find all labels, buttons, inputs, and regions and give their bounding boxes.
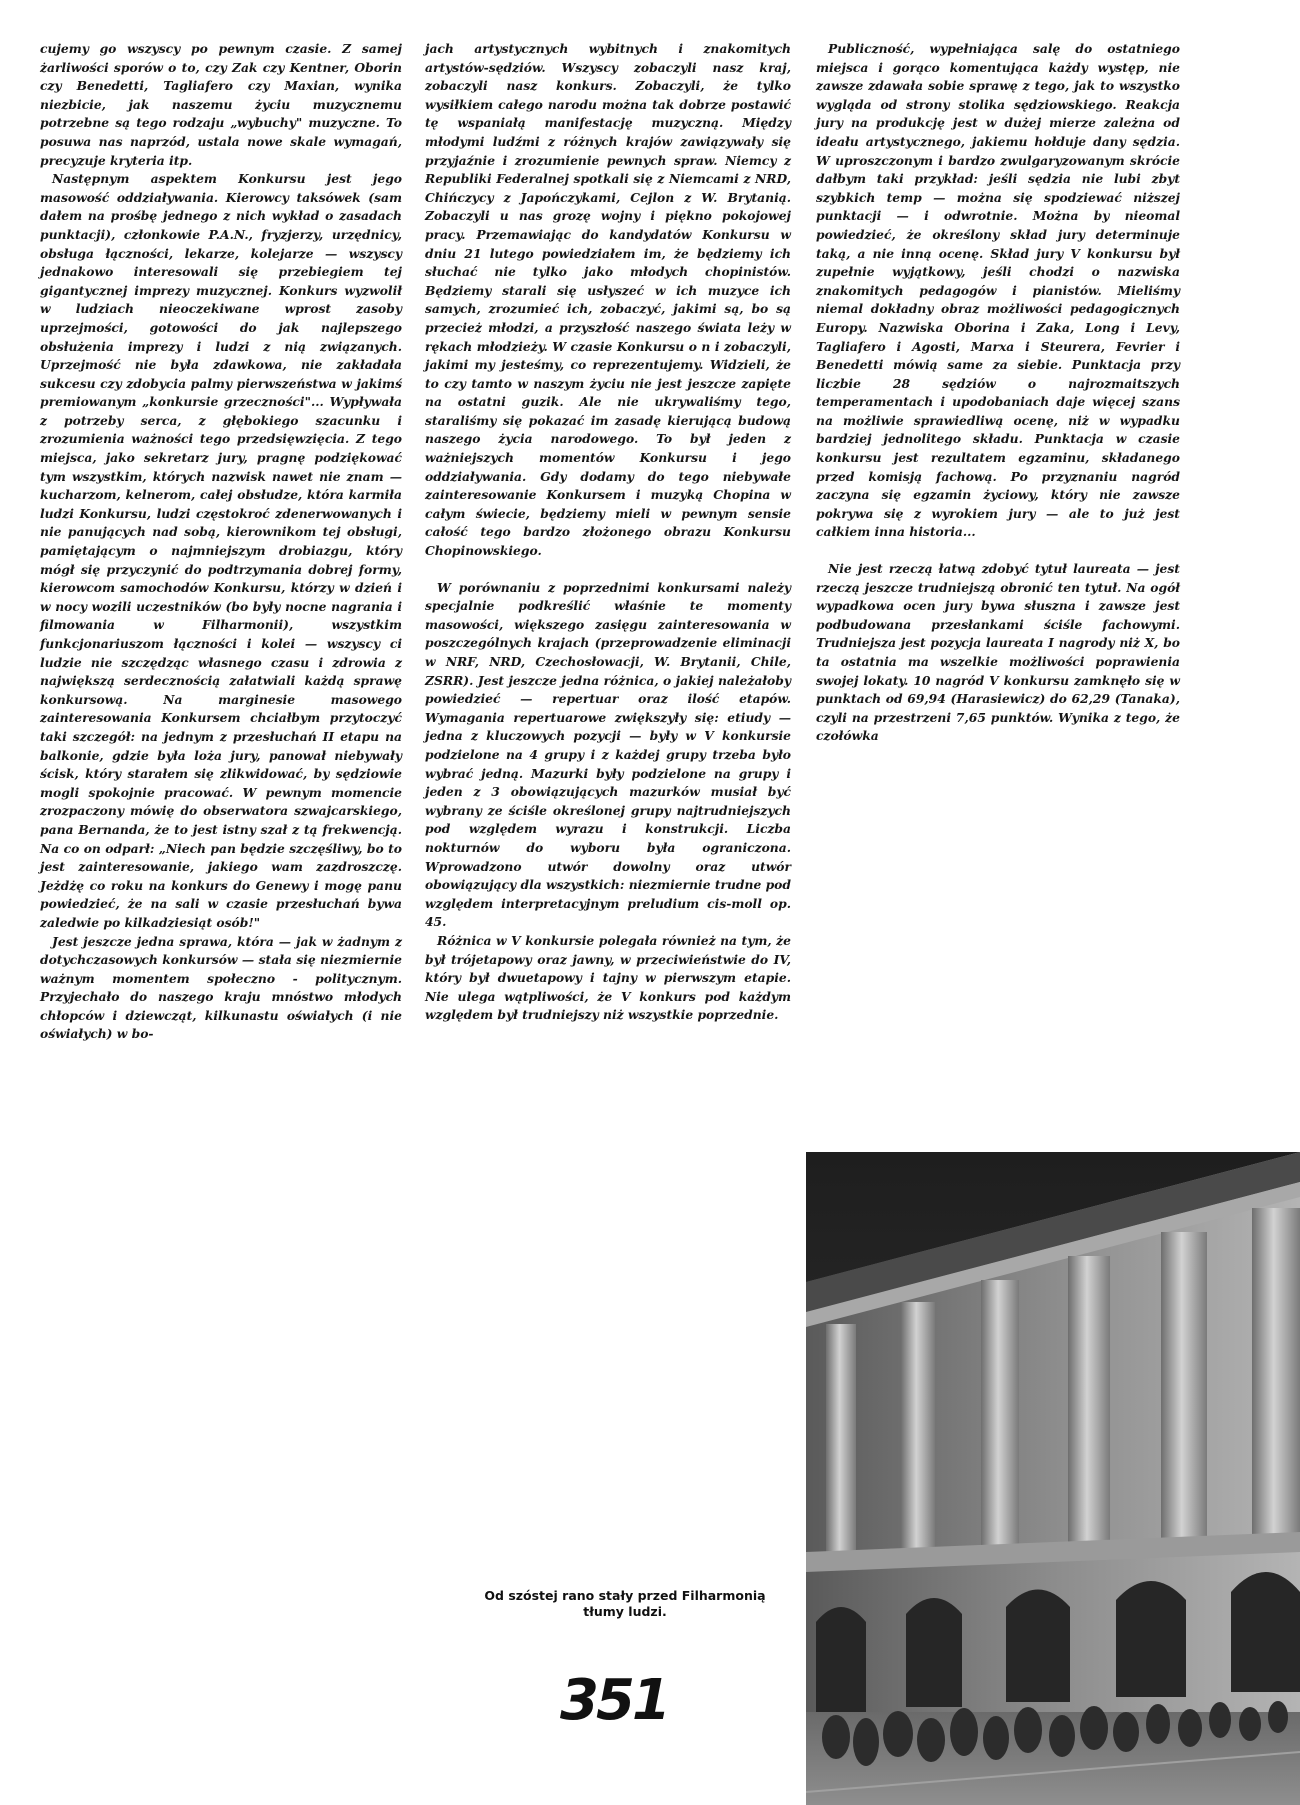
photo-illustration (806, 1152, 1300, 1805)
paragraph: Nie jest rzeczą łatwą zdobyć tytuł laureata — jest rzeczą jeszcze trudniejszą obronić ten tytuł. Na ogół wypadkowa ocen jury bywa słuszna i zawsze jest podbudowana przesłankami ściśle fachowymi. Trudniejsza jest pozycja laureata I nagrody niż X, bo ta ostatnia ma wszelkie możliwości poprawienia swojej lokaty. 10 nagród V konkursu zamknęło się w punktach od 69,94 (Harasiewicz) do 62,29 (Tanaka), czyli na przestrzeni 7,65 punktów. Wynika z tego, że czołówka (816, 561, 1180, 744)
paragraph: Następnym aspektem Konkursu jest jego masowość oddziaływania. Kierowcy taksówek (sam dałem na prośbę jednego z nich wykład o zasadach punktacji), członkowie P.A.N., fryzjerzy, urzędnicy, obsługa łączności, lekarze, kolejarze — wszyscy jednakowo interesowali się przebiegiem tej gigantycznej imprezy muzycznej. Konkurs wyzwolił w ludziach nieoczekiwane wprost zasoby uprzejmości, gotowości do jak najlepszego obsłużenia imprezy i ludzi z nią związanych. Uprzejmość nie była zdawkowa, nie zakładała sukcesu czy zdobycia palmy pierwszeństwa w jakimś premiowanym „konkursie grzeczności"... Wypływała z potrzeby serca, z głębokiego szacunku i zrozumienia ważności tego przedsięwzięcia. Z tego miejsca, jako sekretarz jury, pragnę podziękować tym wszystkim, których nazwisk nawet nie znam — kucharzom, kelnerom, całej obsłudze, która karmiła ludzi Konkursu, ludzi częstokroć zdenerwowanych i nie panujących nad sobą, kierownikom tej obsługi, pamiętającym o najmniejszym drobiazgu, który mógł się przyczynić do podtrzymania dobrej formy, kierowcom samochodów Konkursu, którzy w dzień i w nocy wozili uczestników (bo były nocne nagrania i filmowania w Filharmonii), wszystkim funkcjonariuszom łączności i kolei — wszyscy ci ludzie nie szczędząc własnego czasu i zdrowia z największą serdecznością załatwiali każdą sprawę konkursową. Na marginesie masowego zainteresowania Konkursem chciałbym przytoczyć taki szczegół: na jednym z przesłuchań II etapu na balkonie, gdzie była loża jury, panował niebywały ścisk, który starałem się zlikwidować, by sędziowie mogli spokojnie pracować. W pewnym momencie zrozpaczony mówię do obserwatora szwajcarskiego, pana Bernanda, że to jest istny szał z tą frekwencją. Na co on odparł: „Niech pan będzie szczęśliwy, bo to jest zainteresowanie, jakiego wam zazdroszczę. Jeżdżę co roku na konkurs do Genewy i mogę panu powiedzieć, że na sali w czasie przesłuchań bywa zaledwie po kilkadziesiąt osób!" (40, 171, 402, 930)
philharmonic-building-photo (806, 1152, 1300, 1805)
text-column-right (816, 40, 1180, 746)
text-column-middle (425, 40, 791, 1025)
paragraph: Różnica w V konkursie polegała również na tym, że był trójetapowy oraz jawny, w przeciwieństwie do IV, który był dwuetapowy i tajny w pierwszym etapie. Nie ulega wątpliwości, że V konkurs pod każdym względem był trudniejszy niż wszystkie poprzednie. (425, 932, 791, 1023)
photo-caption: Od szóstej rano stały przed Filharmonią tłumy ludzi. (484, 1588, 766, 1619)
text-column-left (40, 40, 402, 1044)
paragraph: cujemy go wszyscy po pewnym czasie. Z samej żarliwości sporów o to, czy Zak czy Kentner, Oborin czy Benedetti, Tagliafero czy Maxian, wynika niezbicie, jak naszemu życiu muzycznemu potrzebne są tego rodzaju „wybuchy" muzyczne. To posuwa nas naprzód, ustala nowe skale wymagań, precyzuje kryteria itp. (40, 41, 402, 168)
page-number: 351 (560, 1668, 668, 1733)
paragraph: jach artystycznych wybitnych i znakomitych artystów-sędziów. Wszyscy zobaczyli nasz kraj, zobaczyli nasz konkurs. Zobaczyli, że tylko wysiłkiem całego narodu można tak dobrze postawić tę wspaniałą manifestację muzyczną. Między młodymi ludźmi z różnych krajów zawiązywały się przyjaźnie i zrozumienie pewnych spraw. Niemcy z Republiki Federalnej spotkali się z Niemcami z NRD, Chińczycy z Japończykami, Cejlon z W. Brytanią. Zobaczyli u nas grozę wojny i piękno pokojowej pracy. Przemawiając do kandydatów Konkursu w dniu 21 lutego powiedziałem im, że będziemy ich słuchać nie tylko jako młodych chopinistów. Będziemy starali się usłyszeć w ich muzyce ich samych, zrozumieć ich, zobaczyć, jakimi są, bo są przecież młodzi, a przyszłość naszego świata leży w rękach młodzieży. W czasie Konkursu o n i zobaczyli, jakimi my jesteśmy, co reprezentujemy. Widzieli, że to czy tamto w naszym życiu nie jest jeszcze zapięte na ostatni guzik. Ale nie ukrywaliśmy tego, staraliśmy się pokazać im zasadę kierującą budową naszego życia narodowego. To był jeden z ważniejszych momentów Konkursu i jego oddziaływania. Gdy dodamy do tego niebywałe zainteresowanie Konkursem i muzyką Chopina w całym świecie, będziemy mieli w pewnym sensie całość tego bardzo złożonego obrazu Konkursu Chopinowskiego. (425, 41, 791, 559)
paragraph: W porównaniu z poprzednimi konkursami należy specjalnie podkreślić właśnie te momenty masowości, większego zasięgu zainteresowania w poszczególnych krajach (przeprowadzenie eliminacji w NRF, NRD, Czechosłowacji, W. Brytanii, Chile, ZSRR). Jest jeszcze jedna różnica, o jakiej należałoby powiedzieć — repertuar oraz ilość etapów. Wymagania repertuarowe zwiększyły się: etiudy — jedna z kluczowych pozycji — były w V konkursie podzielone na 4 grupy i z każdej grupy trzeba było wybrać jedną. Mazurki były podzielone na grupy i jeden z 3 obowiązujących mazurków musiał być wybrany ze ściśle określonej grupy najtrudniejszych pod względem wyrazu i konstrukcji. Liczba nokturnów do wyboru była ograniczona. Wprowadzono utwór dowolny oraz utwór obowiązujący dla wszystkich: niezmiernie trudne pod względem interpretacyjnym preludium cis-moll op. 45. (425, 579, 791, 930)
paragraph: Publiczność, wypełniająca salę do ostatniego miejsca i gorąco komentująca każdy występ, nie zawsze zdawała sobie sprawę z tego, jak to wszystko wygląda od strony stolika sędziowskiego. Reakcja jury na produkcję jest w dużej mierze zależna od ideału artystycznego, jakiemu hołduje dany sędzia. W uproszczonym i bardzo zwulgaryzowanym skrócie dałbym taki przykład: jeśli sędzia nie lubi zbyt szybkich temp — można się spodziewać niższej punktacji — i odwrotnie. Można by nieomal powiedzieć, że określony skład jury determinuje taką, a nie inną ocenę. Skład jury V konkursu był zupełnie wyjątkowy, jeśli chodzi o nazwiska znakomitych pedagogów i pianistów. Mieliśmy niemal dokładny obraz możliwości pedagogicznych Europy. Nazwiska Oborina i Zaka, Long i Levy, Tagliafero i Agosti, Marxa i Steurera, Fevrier i Benedetti mówią same za siebie. Punktacja przy liczbie 28 sędziów o najrozmaitszych temperamentach i upodobaniach daje więcej szans na możliwie sprawiedliwą ocenę, niż w wypadku bardziej jednolitego składu. Punktacja w czasie konkursu jest rezultatem egzaminu, składanego przed komisją fachową. Po przyznaniu nagród zaczyna się egzamin życiowy, który nie zawsze pokrywa się z wyrokiem jury — ale to już jest całkiem inna historia... (816, 41, 1180, 540)
paragraph: Jest jeszcze jedna sprawa, która — jak w żadnym z dotychczasowych konkursów — stała się niezmiernie ważnym momentem społeczno - politycznym. Przyjechało do naszego kraju mnóstwo młodych chłopców i dziewcząt, kilkunastu oświałych (i nie oświałych) w bo- (40, 933, 402, 1042)
